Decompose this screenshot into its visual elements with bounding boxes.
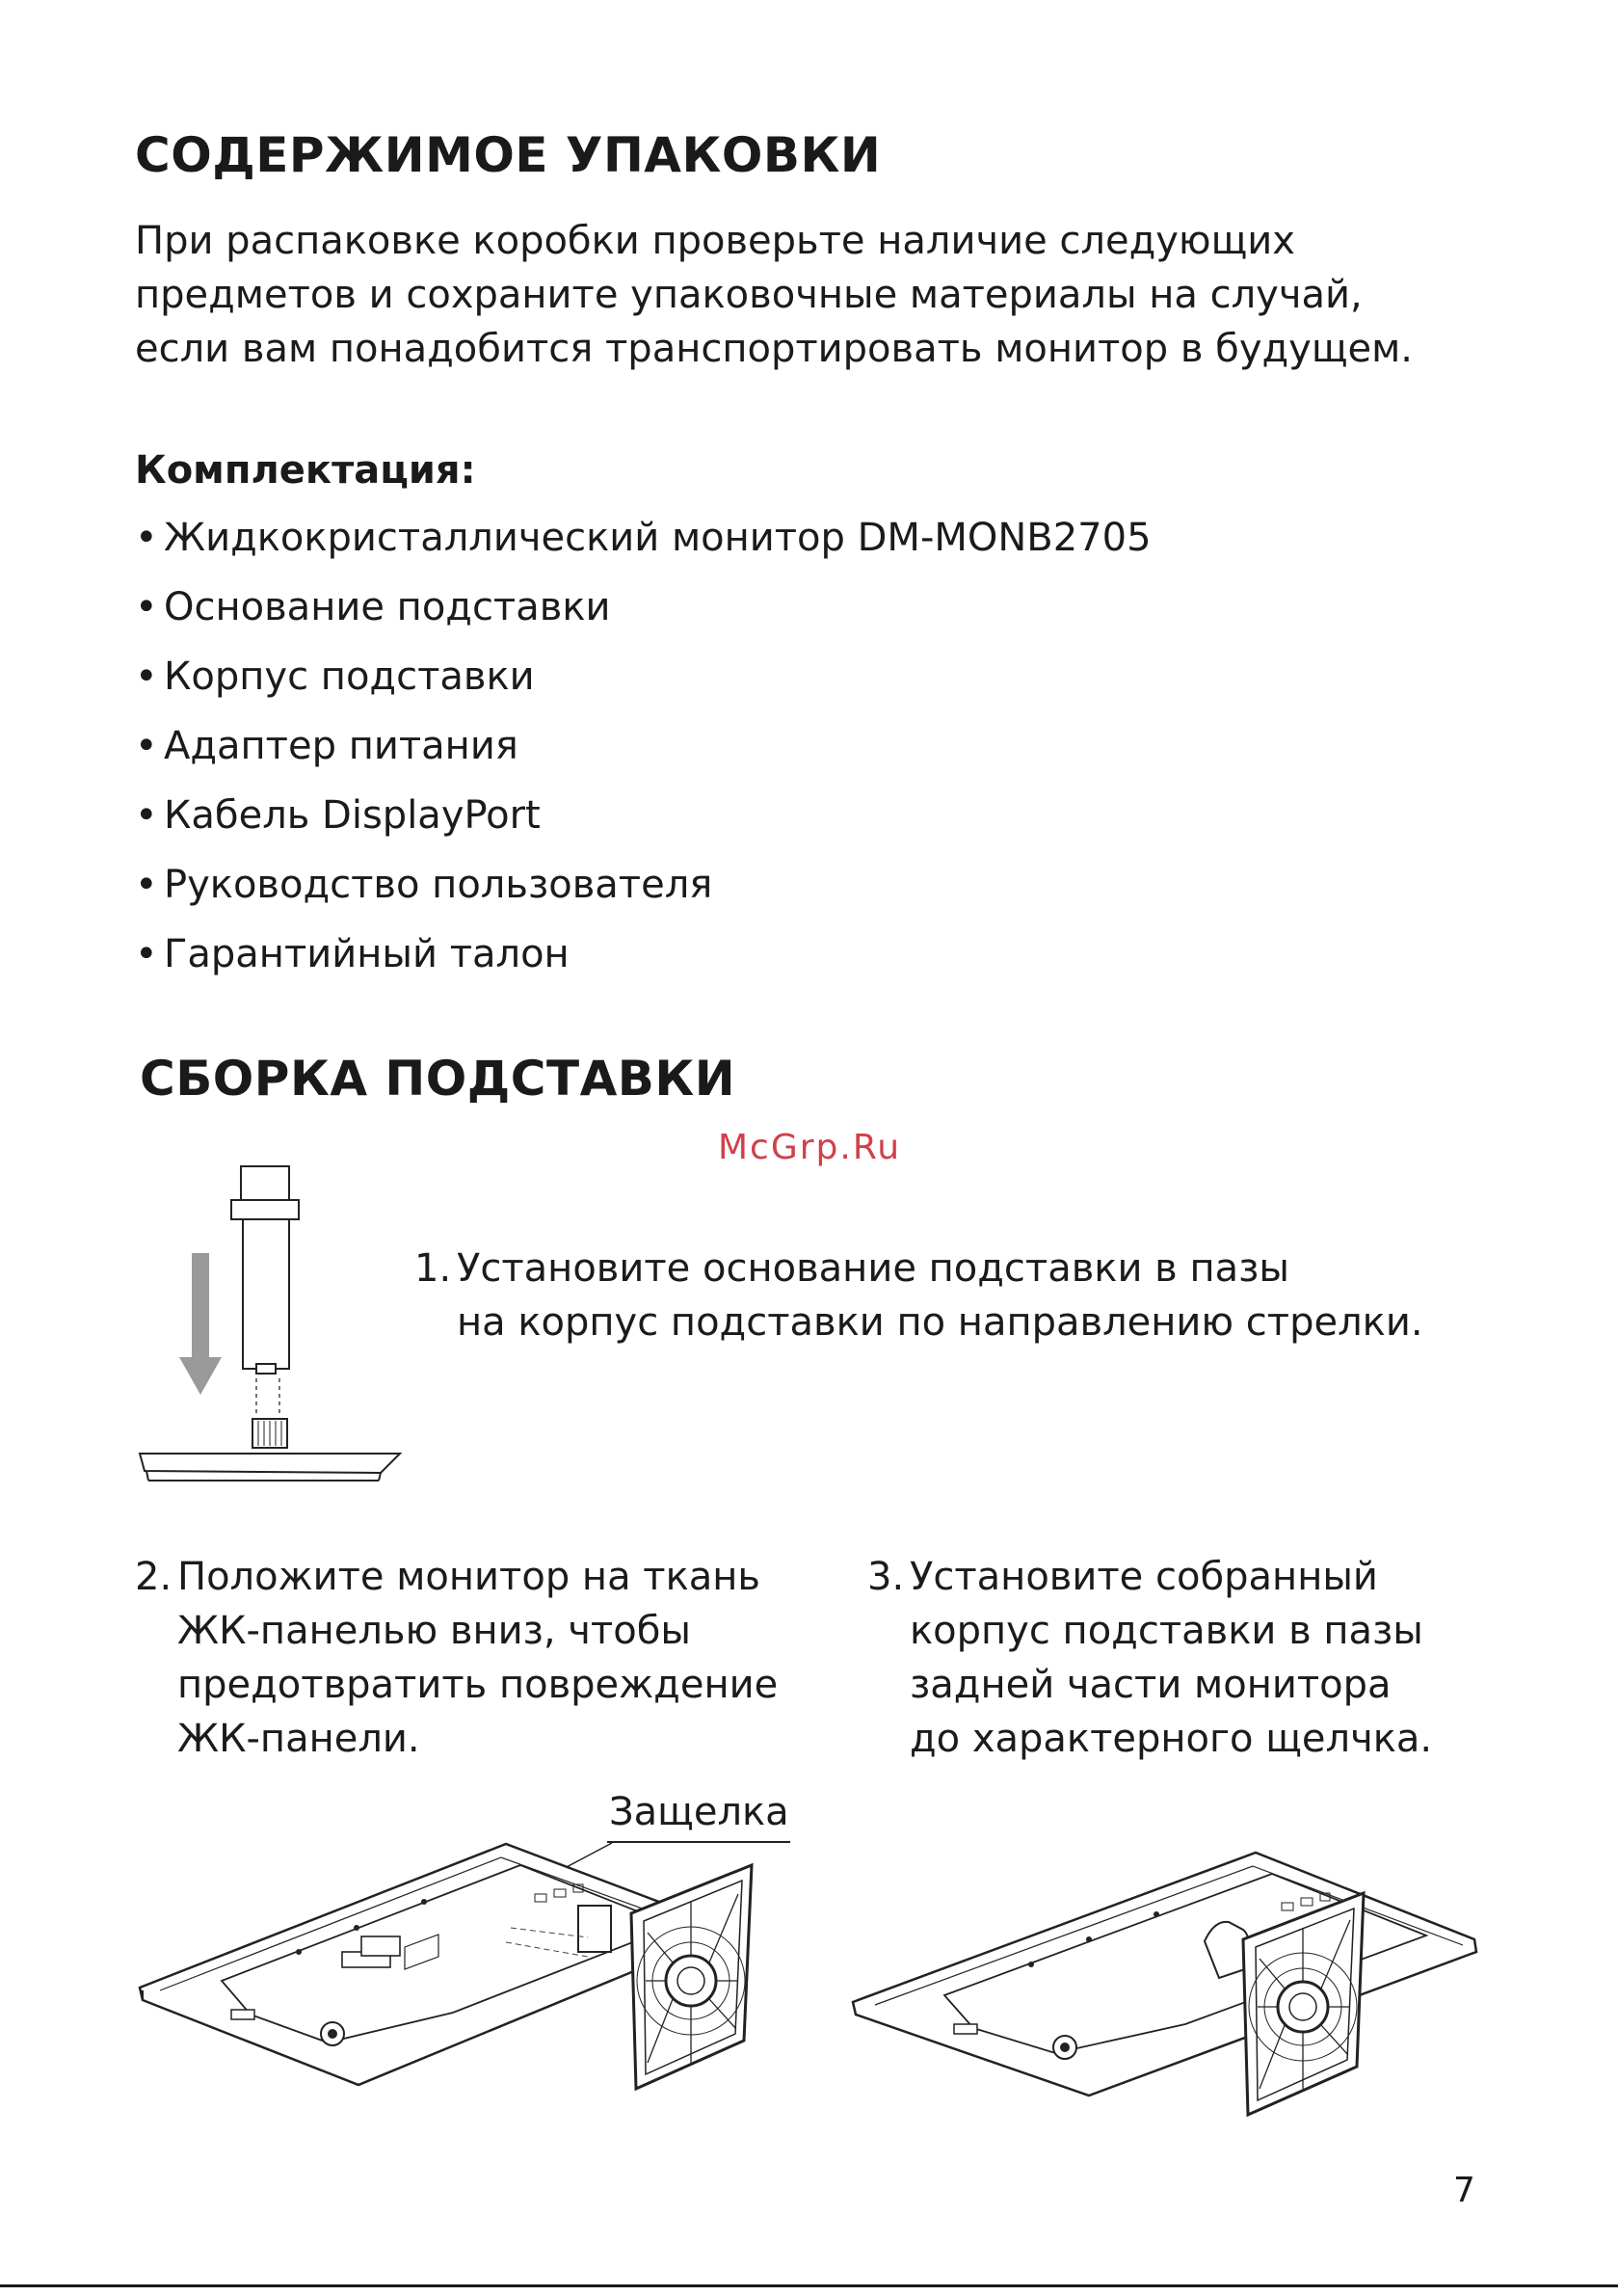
package-intro <box>135 214 1503 376</box>
latch-label: Защелка <box>609 1790 789 1834</box>
step-text-line: ЖК-панели. <box>177 1717 420 1761</box>
bullet: • <box>135 516 158 560</box>
package-title: СОДЕРЖИМОЕ УПАКОВКИ <box>135 127 882 183</box>
monitor-back-diagram-right <box>848 1843 1484 2147</box>
list-item <box>135 511 1152 580</box>
step-text-line: корпус подставки в пазы <box>910 1609 1423 1653</box>
bullet: • <box>135 793 158 838</box>
bullet: • <box>135 654 158 699</box>
bullet: • <box>135 863 158 907</box>
step-text-line: на корпус подставки по направлению стрелки. <box>457 1300 1423 1345</box>
list-item <box>135 927 1152 997</box>
stand-diagram <box>135 1147 414 1489</box>
intro-line: предметов и сохраните упаковочные материалы на случай, <box>135 273 1363 317</box>
list-item <box>135 580 1152 650</box>
step-3 <box>867 1550 1561 1766</box>
watermark: McGrp.Ru <box>718 1128 902 1167</box>
page-number: 7 <box>1453 2171 1475 2210</box>
list-item <box>135 719 1152 788</box>
item-label: Корпус подставки <box>164 654 535 699</box>
item-label: Кабель DisplayPort <box>164 793 541 838</box>
page-bottom-rule <box>0 2284 1618 2287</box>
intro-line: если вам понадобится транспортировать монитор в будущем. <box>135 327 1414 371</box>
list-item <box>135 858 1152 927</box>
step-text-line: задней части монитора <box>910 1663 1392 1707</box>
step-text-line: до характерного щелчка. <box>910 1717 1433 1761</box>
step-text-line: Установите основание подставки в пазы <box>457 1246 1289 1291</box>
step-text-line: ЖК-панелью вниз, чтобы <box>177 1609 691 1653</box>
monitor-back-diagram-left <box>135 1836 790 2145</box>
list-item <box>135 650 1152 719</box>
item-label: Руководство пользователя <box>164 863 713 907</box>
bullet: • <box>135 585 158 629</box>
step-1 <box>414 1241 1571 1349</box>
contents-heading: Комплектация: <box>135 448 476 493</box>
step-text-line: Положите монитор на ткань <box>177 1555 760 1599</box>
item-label: Основание подставки <box>164 585 611 629</box>
item-label: Адаптер питания <box>164 724 518 768</box>
down-arrow-icon <box>179 1253 222 1395</box>
intro-line: При распаковке коробки проверьте наличие следующих <box>135 219 1295 263</box>
item-label: Гарантийный талон <box>164 932 570 976</box>
step-text-line: Установите собранный <box>910 1555 1378 1599</box>
list-item <box>135 788 1152 858</box>
item-label: Жидкокристаллический монитор DM-MONB2705 <box>164 516 1152 560</box>
step-number: 1. <box>414 1246 452 1291</box>
bullet: • <box>135 724 158 768</box>
step-2 <box>135 1550 829 1766</box>
bullet: • <box>135 932 158 976</box>
step-text-line: предотвратить повреждение <box>177 1663 779 1707</box>
contents-list <box>135 511 1152 997</box>
step-number: 3. <box>867 1555 905 1599</box>
step-number: 2. <box>135 1555 172 1599</box>
assembly-title: СБОРКА ПОДСТАВКИ <box>140 1051 736 1107</box>
